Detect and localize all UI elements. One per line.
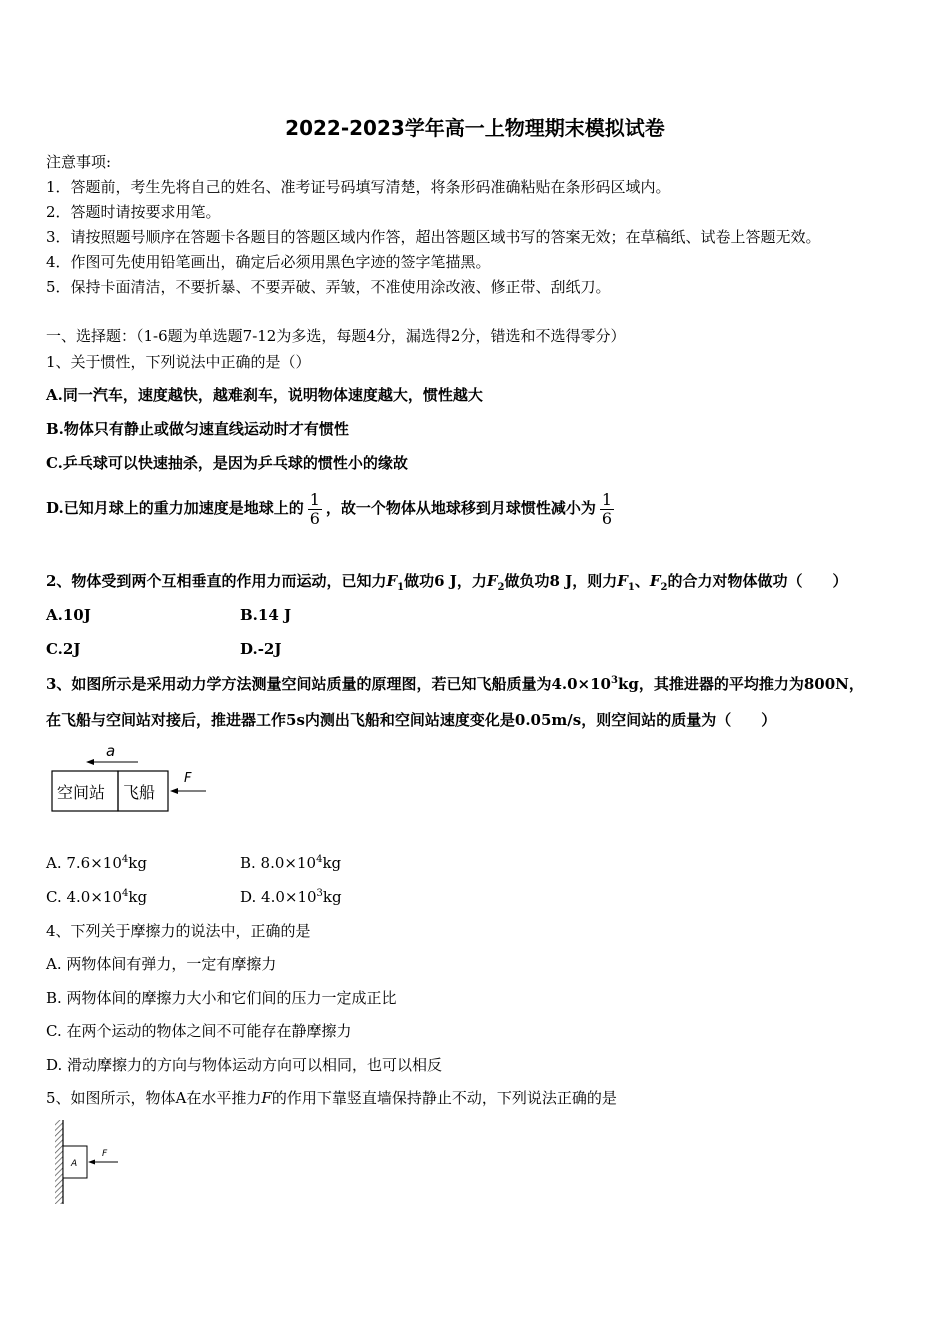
q3-d-unit: kg xyxy=(322,888,342,906)
q2-option-b: B.14 J xyxy=(240,606,292,624)
q3-text-2: kg，其推进器的平均推力为800N， xyxy=(617,675,864,693)
q1-option-b: B.物体只有静止或做匀速直线运动时才有惯性 xyxy=(46,420,349,438)
q3-c-exp: 4 xyxy=(122,888,129,899)
q2-f1: F xyxy=(386,572,398,590)
q4-option-d: D. 滑动摩擦力的方向与物体运动方向可以相同，也可以相反 xyxy=(46,1056,443,1074)
q2-f1b: F xyxy=(617,572,628,590)
q3-d-text: D. 4.0×10 xyxy=(240,888,317,906)
q1-d-text-2: ，故一个物体从地球移到月球惯性减小为 xyxy=(325,499,596,517)
q5-figure xyxy=(50,1118,130,1206)
q5-fig-f-arrowhead xyxy=(88,1160,95,1165)
q3-fig-f-label: F xyxy=(184,771,192,786)
q5-f: F xyxy=(261,1089,272,1107)
q1-frac-den-2: 6 xyxy=(601,508,613,528)
q5-text-2: 的作用下靠竖直墙保持静止不动，下列说法正确的是 xyxy=(271,1089,617,1107)
q1-option-d xyxy=(46,488,618,528)
q1-frac-num-1: 1 xyxy=(309,489,320,509)
q2-f2b-sub: 2 xyxy=(660,582,668,593)
q1-frac-den-1: 6 xyxy=(309,508,320,528)
q5-text-1: 5、如图所示，物体A在水平推力 xyxy=(46,1089,262,1107)
q3-option-b xyxy=(240,853,341,873)
q1-stem: 1、关于惯性，下列说法中正确的是（） xyxy=(46,353,311,371)
q3-fig-ship-label: 飞船 xyxy=(123,783,156,802)
q3-text-1: 3、如图所示是采用动力学方法测量空间站质量的原理图，若已知飞船质量为4.0×10 xyxy=(46,675,611,693)
q2-f1-sub: 1 xyxy=(397,582,405,593)
q3-fig-a-label: a xyxy=(106,742,116,760)
q3-fig-station-label: 空间站 xyxy=(57,783,106,802)
q2-option-d: D.-2J xyxy=(240,640,282,658)
q3-stem-line-2: 在飞船与空间站对接后，推进器工作5s内测出飞船和空间站速度变化是0.05m/s，则空间站的质量为（ ） xyxy=(46,711,777,729)
notice-heading: 注意事项: xyxy=(46,153,112,171)
q1-option-c: C.乒乓球可以快速抽杀，是因为乒乓球的惯性小的缘故 xyxy=(46,454,408,472)
q5-stem xyxy=(46,1088,617,1108)
q3-b-unit: kg xyxy=(322,854,342,872)
section-heading: 一、选择题：（1-6题为单选题7-12为多选，每题4分，漏选得2分，错选和不选得零分） xyxy=(46,327,626,345)
q3-d-exp: 3 xyxy=(316,888,323,899)
q2-text-1: 2、物体受到两个互相垂直的作用力而运动，已知力 xyxy=(46,572,387,590)
q3-option-a xyxy=(46,853,147,873)
q2-f2: F xyxy=(486,572,498,590)
q3-fig-a-arrowhead xyxy=(86,759,94,765)
page-title: 2022-2023学年高一上物理期末模拟试卷 xyxy=(285,116,665,140)
q2-stem xyxy=(46,571,848,591)
q1-option-a: A.同一汽车，速度越快，越难刹车，说明物体速度越大，惯性越大 xyxy=(46,386,483,404)
q2-text-4: 、 xyxy=(634,572,650,590)
q4-option-c: C. 在两个运动的物体之间不可能存在静摩擦力 xyxy=(46,1022,352,1040)
q3-c-unit: kg xyxy=(128,888,148,906)
q2-text-2: 做功6 J，力 xyxy=(404,572,487,590)
q2-f2b: F xyxy=(649,572,661,590)
q2-text-3: 做负功8 J，则力 xyxy=(504,572,618,590)
q5-fig-wall-hatch xyxy=(55,1120,63,1204)
q3-a-text: A. 7.6×10 xyxy=(46,854,122,872)
q1-d-text-1: D.已知月球上的重力加速度是地球上的 xyxy=(46,499,304,517)
notice-item-5: 5．保持卡面清洁，不要折暴、不要弄破、弄皱，不准使用涂改液、修正带、刮纸刀。 xyxy=(46,278,611,296)
notice-item-3: 3．请按照题号顺序在答题卡各题目的答题区域内作答，超出答题区域书写的答案无效；在草稿纸、试卷上答题无效。 xyxy=(46,228,821,246)
q3-a-exp: 4 xyxy=(121,854,129,865)
q4-option-a: A. 两物体间有弹力，一定有摩擦力 xyxy=(46,955,277,973)
q3-stem-line-1 xyxy=(46,674,864,694)
notice-item-2: 2．答题时请按要求用笔。 xyxy=(46,203,221,221)
notice-item-1: 1．答题前，考生先将自己的姓名、准考证号码填写清楚，将条形码准确粘贴在条形码区域内。 xyxy=(46,178,671,196)
q4-option-b: B. 两物体间的摩擦力大小和它们间的压力一定成正比 xyxy=(46,989,397,1007)
q3-fig-f-arrowhead xyxy=(170,788,178,794)
q3-option-d xyxy=(240,887,342,907)
q3-exp: 3 xyxy=(610,675,618,686)
q5-fig-a-label: A xyxy=(71,1159,78,1169)
q3-b-exp: 4 xyxy=(316,854,323,865)
notice-item-4: 4．作图可先使用铅笔画出，确定后必须用黑色字迹的签字笔描黑。 xyxy=(46,253,491,271)
q1-fraction-2 xyxy=(600,491,614,528)
q2-option-a: A.10J xyxy=(46,606,91,624)
q2-f1b-sub: 1 xyxy=(627,582,635,593)
q3-b-text: B. 8.0×10 xyxy=(240,854,317,872)
q1-frac-num-2: 1 xyxy=(601,489,613,509)
q5-fig-f-label: F xyxy=(102,1149,108,1159)
q3-option-c xyxy=(46,887,147,907)
q2-f2-sub: 2 xyxy=(497,582,505,593)
q2-option-c: C.2J xyxy=(46,640,81,658)
q2-text-5: 的合力对物体做功（ ） xyxy=(667,572,848,590)
q3-figure xyxy=(46,742,216,818)
q3-a-unit: kg xyxy=(128,854,147,872)
q4-stem: 4、下列关于摩擦力的说法中，正确的是 xyxy=(46,922,311,940)
q3-c-text: C. 4.0×10 xyxy=(46,888,122,906)
q1-fraction-1 xyxy=(308,491,322,528)
